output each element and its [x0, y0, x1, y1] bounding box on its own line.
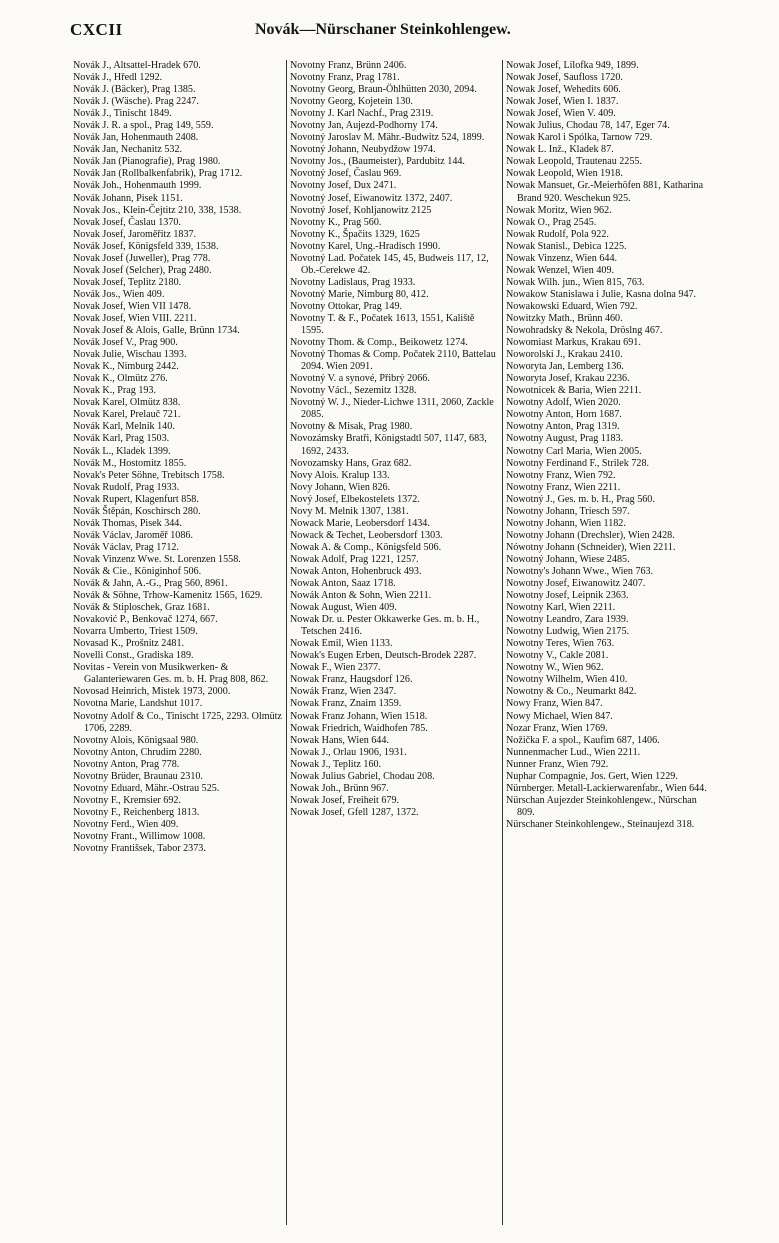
directory-entry: Nowotny Carl Maria, Wien 2005.	[506, 445, 642, 457]
directory-entry: Noworolski J., Krakau 2410.	[506, 349, 623, 361]
directory-entry: Nowak Dr. u. Pester Okkawerke Ges. m. b. H., Tetschen 2416.	[290, 614, 480, 638]
directory-entry: Novotny F., Kremsier 692.	[73, 794, 181, 806]
directory-entry: Novák Karl, Melnik 140.	[73, 421, 175, 433]
directory-entry: Nowakow Stanislawa i Julie, Kasna dolna 947.	[506, 288, 697, 300]
directory-entry: Novák J., Hředl 1292.	[73, 72, 163, 84]
directory-entry: Novosad Heinrich, Mistek 1973, 2000.	[73, 686, 231, 698]
directory-entry: Novák M., Hostomitz 1855.	[73, 457, 187, 469]
directory-entry: Nowak Josef, Saufloss 1720.	[506, 72, 623, 84]
directory-entry: Novotny Josef, Dux 2471.	[290, 180, 397, 192]
directory-entry: Nowak Wenzel, Wien 409.	[506, 264, 615, 276]
directory-entry: Novotny Jan, Aujezd-Podhorny 174.	[290, 120, 438, 132]
directory-entry: Novotný W. J., Nieder-Lichwe 1311, 2060, Zackle 2085.	[290, 397, 494, 421]
directory-entry: Novák Jos., Wien 409.	[73, 288, 165, 300]
directory-entry: Novák J. (Wäsche). Prag 2247.	[73, 96, 199, 108]
directory-entry: Novotny Alois, Königsaal 980.	[73, 734, 199, 746]
directory-entry: Nürschan Aujezder Steinkohlengew., Nürschan 809.	[506, 794, 697, 818]
directory-entry: Nowák Franz, Wien 2347.	[290, 686, 397, 698]
directory-entry: Nožička F. a spol., Kaufim 687, 1406.	[506, 734, 660, 746]
directory-entry: Novák J., Altsattel-Hradek 670.	[73, 60, 201, 71]
directory-entry: Novotny Georg, Braun-Öhlhütten 2030, 2094.	[290, 84, 477, 96]
directory-entry: Novák Václav, Jaroměř 1086.	[73, 529, 193, 541]
directory-entry: Nowak Josef, Freiheit 679.	[290, 794, 400, 806]
directory-entry: Nowomiast Markus, Krakau 691.	[506, 337, 641, 349]
directory-entry: Nowak Karol i Spólka, Tarnow 729.	[506, 132, 653, 144]
directory-entry: Novotny Frant., Willimow 1008.	[73, 831, 206, 842]
directory-entry: Nowak Stanisl., Debica 1225.	[506, 240, 627, 252]
directory-entry: Noworyta Josef, Krakau 2236.	[506, 373, 630, 385]
directory-entry: Novotny Adolf & Co., Tinischt 1725, 2293. Olmütz 1706, 2289.	[73, 710, 282, 734]
directory-entry: Nowotny Ferdinand F., Strilek 728.	[506, 457, 650, 469]
directory-entry: Novák J. (Bäcker), Prag 1385.	[73, 84, 196, 96]
directory-entry: Novozámsky Bratři, Königstadtl 507, 1147, 683, 1692, 2433.	[290, 433, 487, 457]
directory-entry: Novák Václav, Prag 1712.	[73, 541, 179, 553]
directory-entry: Novák Karl, Prag 1503.	[73, 433, 170, 445]
page-header	[70, 20, 739, 50]
directory-entry: Novotny & Misak, Prag 1980.	[290, 421, 413, 433]
directory-entry: Nowack Marie, Leobersdorf 1434.	[290, 517, 430, 529]
directory-entry: Nowak Josef, Wien I. 1837.	[506, 96, 619, 108]
directory-entry: Novak Karel, Prelauč 721.	[73, 409, 181, 421]
directory-entry: Novotny Václ., Sezemitz 1328.	[290, 385, 417, 397]
directory-entry: Nuphar Compagnie, Jos. Gert, Wien 1229.	[506, 770, 678, 782]
directory-entry: Nowak A. & Comp., Königsfeld 506.	[290, 541, 442, 553]
directory-entry: Nowotny Ludwig, Wien 2175.	[506, 626, 630, 638]
directory-entry: Nowak J., Orlau 1906, 1931.	[290, 746, 407, 758]
directory-entry: Nowak J., Teplitz 160.	[290, 758, 382, 770]
directory-entry: Nowotny's Johann Wwe., Wien 763.	[506, 565, 654, 577]
directory-entry: Novotny F., Reichenberg 1813.	[73, 806, 200, 818]
directory-entry: Novotný Jaroslav M. Mähr.-Budwitz 524, 1899.	[290, 132, 485, 144]
directory-entry: Nowak O., Prag 2545.	[506, 216, 597, 228]
directory-entry: Nowakowski Eduard, Wien 792.	[506, 300, 638, 312]
directory-entry: Novotny T. & F., Počatek 1613, 1551, Kaliště 1595.	[290, 312, 475, 337]
directory-entry: Nowak Franz Johann, Wien 1518.	[290, 710, 428, 722]
directory-entry: Novotny Anton, Prag 778.	[73, 758, 180, 770]
directory-entry: Novasad K., Prošnitz 2481.	[73, 638, 185, 650]
directory-entry: Novák Jan (Pianografie), Prag 1980.	[73, 156, 221, 168]
directory-entry: Novák & Jahn, A.-G., Prag 560, 8961.	[73, 578, 228, 590]
directory-entry: Novotny Brüder, Braunau 2310.	[73, 770, 203, 782]
directory-entry: Nowak L. Inž., Kladek 87.	[506, 144, 614, 156]
directory-entry: Novak Josef & Alois, Galle, Brünn 1734.	[73, 325, 240, 337]
directory-entry: Nowotnicek & Baria, Wien 2211.	[506, 385, 642, 397]
directory-entry: Nowak F., Wien 2377.	[290, 662, 381, 674]
directory-entry: Novak Vinzenz Wwe. St. Lorenzen 1558.	[73, 553, 241, 565]
directory-entry: Novotny Ottokar, Prag 149.	[290, 300, 403, 312]
directory-entry: Nowak Rudolf, Pola 922.	[506, 228, 609, 240]
directory-entry: Novotny K., Špačits 1329, 1625	[290, 228, 420, 240]
directory-entry: Novak Josef, Časlau 1370.	[73, 216, 181, 228]
directory-entry: Nowotny Franz, Wien 792.	[506, 469, 616, 481]
directory-entry: Nowotný Johann, Wiese 2485.	[506, 553, 630, 565]
directory-entry: Novák J., Tinischt 1849.	[73, 108, 172, 120]
directory-entry: Nowy Michael, Wien 847.	[506, 710, 613, 722]
directory-entry: Novotný Josef, Kohljanowitz 2125	[290, 204, 432, 216]
directory-entry: Novotný Josef, Eiwanowitz 1372, 2407.	[290, 192, 453, 204]
directory-entry: Nowak Hans, Wien 644.	[290, 734, 389, 746]
directory-entry: Novotný Marie, Nimburg 80, 412.	[290, 288, 429, 300]
directory-entry: Novák Jan, Nechanitz 532.	[73, 144, 183, 156]
directory-entry: Novák & Stiploschek, Graz 1681.	[73, 602, 210, 614]
directory-entry: Novák Johann, Pisek 1151.	[73, 192, 183, 204]
directory-entry: Novák Jan, Hohenmauth 2408.	[73, 132, 199, 144]
entry-columns	[70, 60, 720, 1225]
directory-entry: Nowotny V., Cakle 2081.	[506, 650, 609, 662]
directory-entry: Novák & Söhne, Trhow-Kamenitz 1565, 1629.	[73, 590, 263, 602]
directory-entry: Novotny Karel, Ung.-Hradisch 1990.	[290, 240, 441, 252]
directory-entry: Novak Julie, Wischau 1393.	[73, 349, 187, 361]
directory-entry: Novák Štěpán, Koschirsch 280.	[73, 505, 201, 517]
directory-entry: Nowotny Johann (Drechsler), Wien 2428.	[506, 529, 675, 541]
directory-entry: Nowotny Anton, Prag 1319.	[506, 421, 620, 433]
directory-entry: Novotna Marie, Landshut 1017.	[73, 698, 203, 710]
directory-entry: Nowak Joh., Brünn 967.	[290, 782, 389, 794]
directory-entry: Novozamsky Hans, Graz 682.	[290, 457, 412, 469]
directory-entry: Nowotny W., Wien 962.	[506, 662, 604, 674]
directory-entry: Novak Josef (Selcher), Prag 2480.	[73, 264, 212, 276]
directory-entry: Noworyta Jan, Lemberg 136.	[506, 361, 624, 373]
directory-entry: Novotný V. a synové, Přibrý 2066.	[290, 373, 430, 385]
directory-entry: Nowak Julius, Chodau 78, 147, Eger 74.	[506, 120, 670, 132]
directory-entry: Nowak Adolf, Prag 1221, 1257.	[290, 553, 419, 565]
directory-entry: Nowotny Franz, Wien 2211.	[506, 481, 621, 493]
directory-entry: Nowak Julius Gabriel, Chodau 208.	[290, 770, 435, 782]
directory-entry: Nowotny Adolf, Wien 2020.	[506, 397, 621, 409]
directory-entry: Novák Josef V., Prag 900.	[73, 337, 178, 349]
directory-entry: Novotný Lad. Počatek 145, 45, Budweis 117, 12, Ob.-Cerekwe 42.	[290, 252, 489, 276]
directory-entry: Nowak Mansuet, Gr.-Meierhöfen 881, Katharina Brand 920. Weschekun 925.	[506, 180, 704, 204]
directory-entry: Nowotný J., Ges. m. b. H., Prag 560.	[506, 493, 655, 505]
directory-entry: Nowotny Josef, Leipnik 2363.	[506, 590, 629, 602]
directory-entry: Nunner Franz, Wien 792.	[506, 758, 609, 770]
directory-entry: Novák Josef, Königsfeld 339, 1538.	[73, 240, 219, 252]
directory-entry: Nowak's Eugen Erben, Deutsch-Brodek 2287.	[290, 650, 477, 662]
directory-entry: Nozar Franz, Wien 1769.	[506, 722, 608, 734]
directory-entry: Novák L., Kladek 1399.	[73, 445, 171, 457]
directory-entry: Nówotny Johann (Schneider), Wien 2211.	[506, 541, 676, 553]
directory-entry: Novotny Anton, Chrudim 2280.	[73, 746, 202, 758]
directory-entry: Novotny Ferd., Wien 409.	[73, 818, 179, 830]
directory-entry: Novotny Franz, Brünn 2406.	[290, 60, 407, 71]
directory-entry: Novak Josef, Teplitz 2180.	[73, 276, 182, 288]
directory-entry: Novotný Thomas & Comp. Počatek 2110, Battelau 2094. Wien 2091.	[290, 349, 496, 373]
directory-entry: Nowak Friedrich, Waidhofen 785.	[290, 722, 428, 734]
column-2	[286, 60, 502, 1225]
directory-entry: Novák J. R. a spol., Prag 149, 559.	[73, 120, 214, 132]
directory-entry: Nunnenmacher Lud., Wien 2211.	[506, 746, 641, 758]
directory-entry: Nowack & Techet, Leobersdorf 1303.	[290, 529, 443, 541]
directory-entry: Novotny Eduard, Mähr.-Ostrau 525.	[73, 782, 220, 794]
directory-entry: Novy Johann, Wien 826.	[290, 481, 391, 493]
page-number: CXCII	[70, 20, 123, 39]
directory-entry: Nowak Moritz, Wien 962.	[506, 204, 612, 216]
directory-entry: Novak Karel, Olmütz 838.	[73, 397, 181, 409]
directory-entry: Novotny Františsek, Tabor 2373.	[73, 843, 206, 855]
directory-entry: Novaković P., Benkovač 1274, 667.	[73, 614, 218, 626]
directory-entry: Nowotny Johann, Wien 1182.	[506, 517, 626, 529]
directory-entry: Novotny Franz, Prag 1781.	[290, 72, 400, 84]
directory-entry: Nowak Josef, Gfell 1287, 1372.	[290, 806, 419, 818]
directory-entry: Nowotny Leandro, Zara 1939.	[506, 614, 629, 626]
directory-entry: Novitas - Verein von Musikwerken- & Galanteriewaren Ges. m. b. H. Prag 808, 862.	[73, 662, 269, 686]
directory-entry: Novák Joh., Hohenmauth 1999.	[73, 180, 202, 192]
directory-entry: Novak K., Olmütz 276.	[73, 373, 168, 385]
directory-entry: Novy M. Melnik 1307, 1381.	[290, 505, 409, 517]
directory-entry: Nowak Leopold, Trautenau 2255.	[506, 156, 642, 168]
directory-entry: Novotný Josef, Časlau 969.	[290, 168, 402, 180]
directory-entry: Novotný Johann, Neubydžow 1974.	[290, 144, 436, 156]
directory-entry: Nový Josef, Elbekostelets 1372.	[290, 493, 420, 505]
directory-entry: Novak's Peter Söhne, Trebitsch 1758.	[73, 469, 225, 481]
directory-entry: Nowotny Josef, Eiwanowitz 2407.	[506, 578, 646, 590]
directory-entry: Novak Josef, Wien VII 1478.	[73, 300, 192, 312]
directory-entry: Nowak Emil, Wien 1133.	[290, 638, 393, 650]
directory-entry: Novak Josef, Jaroměřitz 1837.	[73, 228, 197, 240]
directory-entry: Nowak Leopold, Wien 1918.	[506, 168, 623, 180]
directory-entry: Nowotny Teres, Wien 763.	[506, 638, 615, 650]
directory-entry: Nürnberger. Metall-Lackierwarenfabr., Wien 644.	[506, 782, 707, 794]
directory-entry: Novotny K., Prag 560.	[290, 216, 382, 228]
directory-entry: Novotny J. Karl Nachf., Prag 2319.	[290, 108, 434, 120]
directory-entry: Nowak Anton, Saaz 1718.	[290, 578, 396, 590]
directory-entry: Nowak Josef, Wien V. 409.	[506, 108, 616, 120]
directory-entry: Nowotny & Co., Neumarkt 842.	[506, 686, 637, 698]
directory-entry: Nowak Franz, Haugsdorf 126.	[290, 674, 413, 686]
directory-entry: Nowák Anton & Sohn, Wien 2211.	[290, 590, 432, 602]
directory-entry: Novak Josef, Wien VIII. 2211.	[73, 312, 197, 324]
directory-entry: Nowak Vinzenz, Wien 644.	[506, 252, 618, 264]
directory-entry: Novak Josef (Juweller), Prag 778.	[73, 252, 211, 264]
directory-entry: Novák & Cie., Königinhof 506.	[73, 565, 202, 577]
running-head: Novák—Nürschaner Steinkohlengew.	[255, 21, 511, 38]
directory-entry: Nowak Anton, Hohenbruck 493.	[290, 565, 422, 577]
directory-entry: Novák Jan (Rollbalkenfabrik), Prag 1712.	[73, 168, 243, 180]
directory-entry: Novak Rudolf, Prag 1933.	[73, 481, 180, 493]
column-1	[70, 60, 286, 1225]
directory-entry: Novotny Jos., (Baumeister), Pardubitz 144.	[290, 156, 465, 168]
directory-entry: Novelli Const., Gradiska 189.	[73, 650, 194, 662]
directory-entry: Nowotny August, Prag 1183.	[506, 433, 624, 445]
directory-entry: Novak K., Prag 193.	[73, 385, 156, 397]
directory-entry: Nowak Josef, Wehedits 606.	[506, 84, 621, 96]
directory-entry: Nowitzky Math., Brünn 460.	[506, 312, 623, 324]
directory-entry: Nowak Josef, Lilofka 949, 1899.	[506, 60, 639, 71]
directory-entry: Novarra Umberto, Triest 1509.	[73, 626, 198, 638]
directory-entry: Novotny Thom. & Comp., Beikowetz 1274.	[290, 337, 468, 349]
directory-entry: Nowak August, Wien 409.	[290, 602, 397, 614]
directory-entry: Nowotny Karl, Wien 2211.	[506, 602, 616, 614]
directory-entry: Novák Thomas, Pisek 344.	[73, 517, 182, 529]
directory-entry: Novak Jos., Klein-Čejtitz 210, 338, 1538.	[73, 204, 242, 216]
directory-entry: Novy Alois. Kralup 133.	[290, 469, 390, 481]
directory-entry: Novotny Georg, Kojetein 130.	[290, 96, 413, 108]
directory-entry: Nowotny Wilhelm, Wien 410.	[506, 674, 628, 686]
directory-entry: Novak K., Nimburg 2442.	[73, 361, 179, 373]
directory-entry: Nowy Franz, Wien 847.	[506, 698, 603, 710]
directory-entry: Nowotny Anton, Horn 1687.	[506, 409, 622, 421]
directory-entry: Novotny Ladislaus, Prag 1933.	[290, 276, 416, 288]
directory-entry: Nürschaner Steinkohlengew., Steinaujezd 318.	[506, 818, 695, 830]
directory-entry: Nowohradsky & Nekola, Dröslng 467.	[506, 325, 663, 337]
directory-entry: Novak Rupert, Klagenfurt 858.	[73, 493, 199, 505]
column-3	[502, 60, 718, 1225]
directory-entry: Nowotny Johann, Triesch 597.	[506, 505, 630, 517]
directory-entry: Nowak Franz, Znaim 1359.	[290, 698, 402, 710]
directory-entry: Nowak Wilh. jun., Wien 815, 763.	[506, 276, 645, 288]
